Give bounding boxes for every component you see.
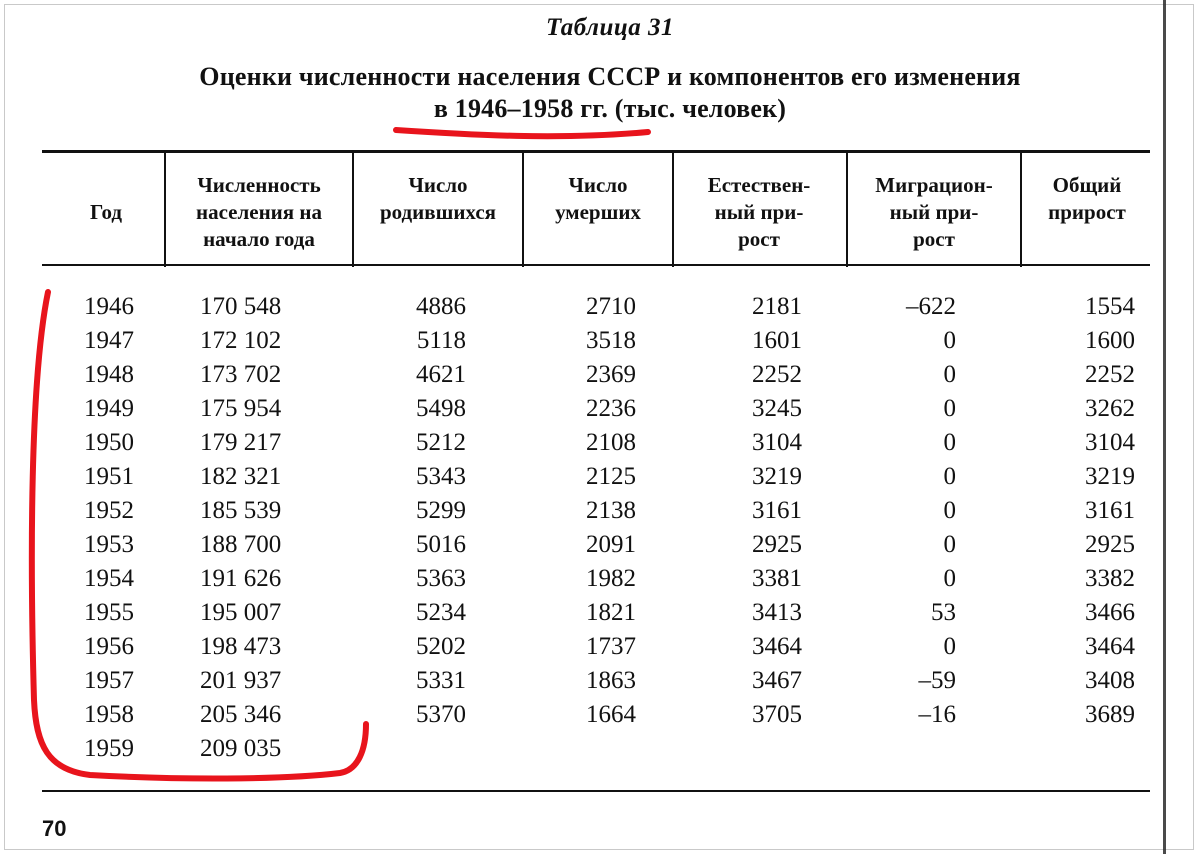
- header-divider: [164, 153, 166, 267]
- table-title-line-2: в 1946–1958 гг. (тыс. человек): [433, 94, 787, 123]
- header-divider: [1020, 153, 1022, 267]
- header-migration-increase: Миграцион- ный при- рост: [875, 173, 993, 251]
- cell-migration-increase: 0: [943, 429, 956, 456]
- cell-deaths: 2369: [586, 361, 636, 388]
- cell-year: 1947: [84, 327, 134, 354]
- header-deaths: Число умерших: [555, 173, 641, 224]
- cell-migration-increase: –59: [918, 667, 956, 694]
- cell-deaths: 2236: [586, 395, 636, 422]
- cell-migration-increase: 0: [943, 565, 956, 592]
- cell-total-increase: 1600: [1085, 327, 1135, 354]
- cell-migration-increase: 0: [943, 531, 956, 558]
- cell-births: 5343: [416, 463, 466, 490]
- cell-natural-increase: 3161: [752, 497, 802, 524]
- cell-year: 1956: [84, 633, 134, 660]
- cell-deaths: 2091: [586, 531, 636, 558]
- cell-deaths: 2108: [586, 429, 636, 456]
- cell-population: 172 102: [200, 327, 282, 354]
- cell-natural-increase: 3219: [752, 463, 802, 490]
- cell-migration-increase: –16: [918, 701, 956, 728]
- cell-total-increase: 3464: [1085, 633, 1135, 660]
- cell-population: 182 321: [200, 463, 282, 490]
- header-natural-increase: Естествен- ный при- рост: [707, 173, 811, 251]
- cell-deaths: 1863: [586, 667, 636, 694]
- cell-total-increase: 3104: [1085, 429, 1135, 456]
- cell-deaths: 2125: [586, 463, 636, 490]
- header-total-increase: Общий прирост: [1048, 173, 1126, 224]
- cell-year: 1948: [84, 361, 134, 388]
- cell-year: 1959: [84, 735, 134, 762]
- cell-deaths: 2710: [586, 293, 636, 320]
- cell-migration-increase: 53: [931, 599, 956, 626]
- cell-natural-increase: 3467: [752, 667, 802, 694]
- cell-births: 5212: [416, 429, 466, 456]
- cell-year: 1954: [84, 565, 134, 592]
- cell-births: 5370: [416, 701, 466, 728]
- cell-natural-increase: 3104: [752, 429, 802, 456]
- cell-year: 1953: [84, 531, 134, 558]
- cell-total-increase: 3262: [1085, 395, 1135, 422]
- header-divider: [846, 153, 848, 267]
- cell-population: 195 007: [200, 599, 282, 626]
- cell-migration-increase: 0: [943, 395, 956, 422]
- cell-migration-increase: 0: [943, 327, 956, 354]
- page-edge-shadow: [1163, 0, 1166, 854]
- cell-total-increase: 3689: [1085, 701, 1135, 728]
- cell-migration-increase: 0: [943, 633, 956, 660]
- cell-natural-increase: 2925: [752, 531, 802, 558]
- cell-year: 1951: [84, 463, 134, 490]
- cell-total-increase: 2252: [1085, 361, 1135, 388]
- cell-year: 1952: [84, 497, 134, 524]
- cell-year: 1950: [84, 429, 134, 456]
- cell-population: 179 217: [200, 429, 282, 456]
- cell-year: 1958: [84, 701, 134, 728]
- cell-deaths: 1982: [586, 565, 636, 592]
- cell-deaths: 1821: [586, 599, 636, 626]
- cell-population: 185 539: [200, 497, 282, 524]
- cell-births: 4886: [416, 293, 466, 320]
- cell-births: 5299: [416, 497, 466, 524]
- cell-births: 5202: [416, 633, 466, 660]
- cell-births: 5331: [416, 667, 466, 694]
- cell-natural-increase: 3381: [752, 565, 802, 592]
- table-top-rule: [42, 150, 1150, 153]
- cell-population: 209 035: [200, 735, 282, 762]
- cell-natural-increase: 3464: [752, 633, 802, 660]
- cell-total-increase: 1554: [1085, 293, 1135, 320]
- cell-births: 5016: [416, 531, 466, 558]
- table-title-line-1: Оценки численности населения СССР и компонентов его изменения: [199, 62, 1021, 91]
- cell-births: 5234: [416, 599, 466, 626]
- cell-year: 1955: [84, 599, 134, 626]
- cell-total-increase: 3408: [1085, 667, 1135, 694]
- page-number: 70: [42, 816, 67, 841]
- cell-population: 205 346: [200, 701, 282, 728]
- cell-total-increase: 2925: [1085, 531, 1135, 558]
- cell-total-increase: 3466: [1085, 599, 1135, 626]
- cell-births: 4621: [416, 361, 466, 388]
- cell-births: 5118: [416, 327, 466, 354]
- cell-year: 1957: [84, 667, 134, 694]
- header-divider: [352, 153, 354, 267]
- cell-deaths: 2138: [586, 497, 636, 524]
- cell-total-increase: 3382: [1085, 565, 1135, 592]
- cell-population: 191 626: [200, 565, 282, 592]
- cell-population: 173 702: [200, 361, 282, 388]
- cell-population: 188 700: [200, 531, 282, 558]
- cell-population: 170 548: [200, 293, 282, 320]
- cell-migration-increase: 0: [943, 497, 956, 524]
- table-bottom-rule: [42, 790, 1150, 792]
- table-label: Таблица 31: [545, 14, 675, 41]
- header-year: Год: [89, 200, 123, 224]
- cell-deaths: 1664: [586, 701, 636, 728]
- header-divider: [522, 153, 524, 267]
- cell-natural-increase: 2252: [752, 361, 802, 388]
- cell-population: 201 937: [200, 667, 282, 694]
- cell-natural-increase: 1601: [752, 327, 802, 354]
- cell-deaths: 3518: [586, 327, 636, 354]
- cell-migration-increase: 0: [943, 361, 956, 388]
- cell-natural-increase: 3705: [752, 701, 802, 728]
- table-header-rule: [42, 264, 1150, 266]
- cell-natural-increase: 3413: [752, 599, 802, 626]
- cell-births: 5498: [416, 395, 466, 422]
- cell-natural-increase: 2181: [752, 293, 802, 320]
- cell-migration-increase: –622: [906, 293, 956, 320]
- cell-year: 1949: [84, 395, 134, 422]
- cell-total-increase: 3161: [1085, 497, 1135, 524]
- cell-natural-increase: 3245: [752, 395, 802, 422]
- cell-year: 1946: [84, 293, 134, 320]
- cell-population: 175 954: [200, 395, 282, 422]
- cell-migration-increase: 0: [943, 463, 956, 490]
- header-births: Число родившихся: [379, 173, 497, 224]
- cell-total-increase: 3219: [1085, 463, 1135, 490]
- header-population: Численность населения на начало года: [195, 173, 322, 251]
- cell-births: 5363: [416, 565, 466, 592]
- cell-deaths: 1737: [586, 633, 636, 660]
- cell-population: 198 473: [200, 633, 282, 660]
- header-divider: [672, 153, 674, 267]
